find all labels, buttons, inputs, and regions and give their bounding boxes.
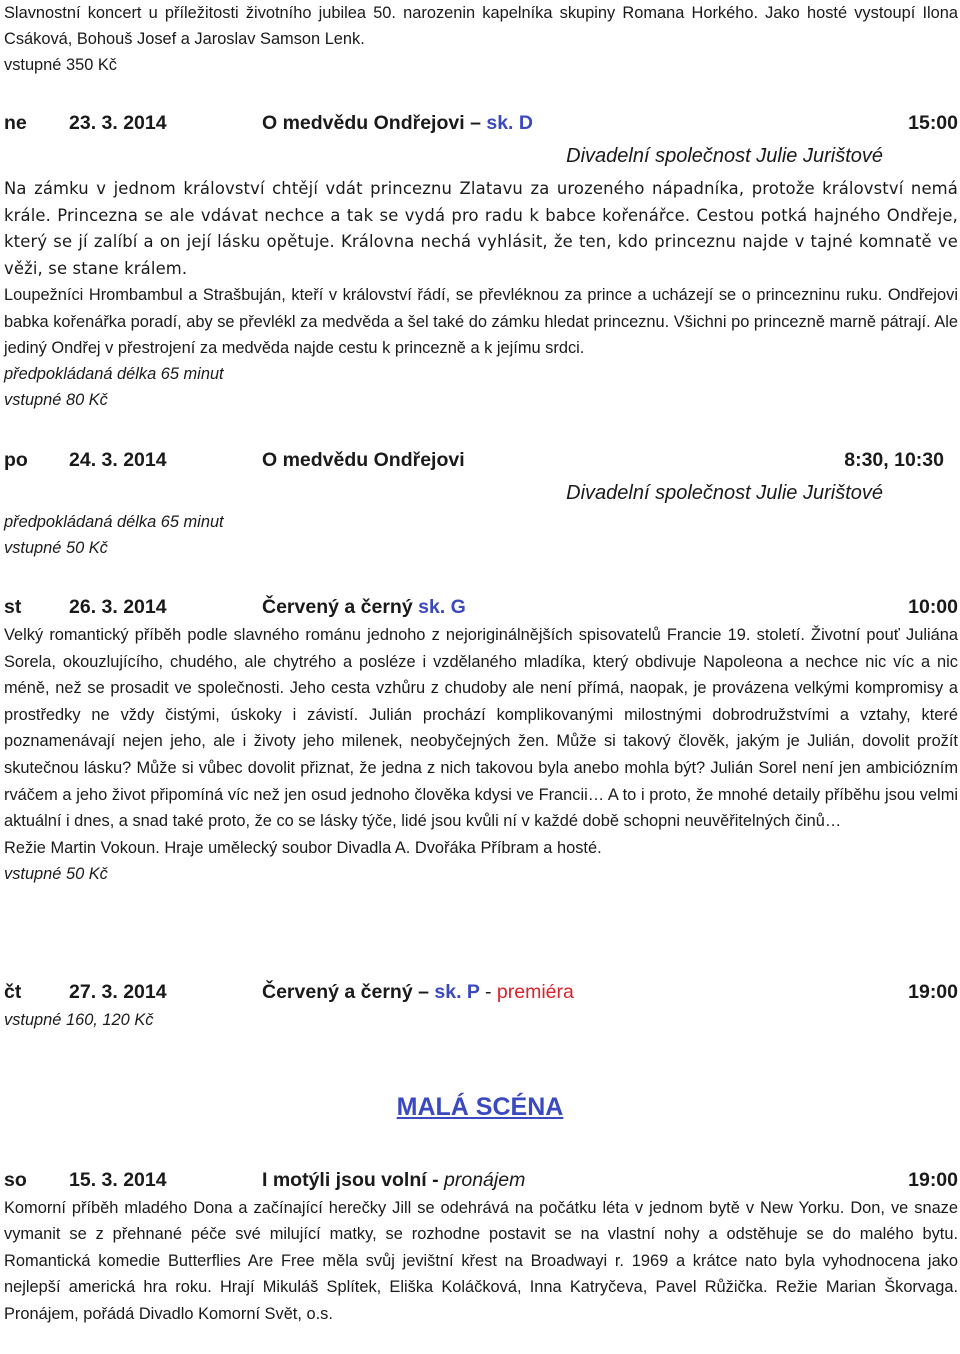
event-2-date: 24. 3. 2014	[69, 449, 167, 471]
event-2-duration: předpokládaná délka 65 minut	[4, 513, 224, 531]
event-3-header	[4, 592, 958, 622]
event-2-price: vstupné 50 Kč	[4, 539, 108, 557]
intro-text: Slavnostní koncert u příležitosti životního jubilea 50. narozenin kapelníka skupiny Romana Horkého. Jako hosté vystoupí Ilona Csáková, Bohouš Josef a Jaroslav Samson Lenk.	[4, 4, 958, 49]
event-1	[4, 108, 958, 413]
event-4-premiere: premiéra	[496, 981, 574, 1003]
event-2	[4, 445, 958, 561]
event-5-description: Komorní příběh mladého Dona a začínající herečky Jill se odehrává na počátku léta v jednom bytě v New Yorku. Don, ve snaze vymanit se z přehnané péče své milující matky, se rozhodne postavit se na vlastní nohy a odstěhuje se do malého bytu. Romantická komedie Butterflies Are Free měla svůj jevištní křest na Broadwayi r. 1969 a krátce nato byla vyhodnocena jako nejlepší americká hra roku. Hrají Mikuláš Splítek, Eliška Koláčková, Inna Katryčeva, Pavel Růžička. Režie Marian Škorvaga. Pronájem, pořádá Divadlo Komorní Svět, o.s.	[4, 1199, 958, 1323]
event-3-title-row	[262, 592, 466, 622]
event-4-separator: -	[485, 981, 492, 1003]
event-3-time: 10:00	[908, 596, 958, 618]
event-1-description-1: Na zámku v jednom království chtějí vdát princeznu Zlatavu za urozeného nápadníka, protože království nemá krále. Princezna se ale vdávat nechce a tak se vydá pro radu k babce kořenářce. Cestou potká hajného Ondřeje, který se jí zalíbí a on její lásku opětuje. Královna nechá vyhlásit, že ten, kdo princeznu najde v tajné komnatě ve věži, se stane králem.	[4, 179, 958, 278]
event-5-title-row	[262, 1165, 525, 1195]
event-3-date: 26. 3. 2014	[69, 596, 167, 618]
event-5-day: so	[4, 1169, 27, 1191]
event-3-scene: sk. G	[418, 596, 466, 618]
event-4-day: čt	[4, 981, 22, 1003]
event-2-time: 8:30, 10:30	[844, 449, 944, 471]
event-2-header	[4, 445, 958, 475]
event-5-separator: -	[432, 1169, 439, 1191]
event-4-title-row	[262, 977, 574, 1007]
event-2-title: O medvědu Ondřejovi	[262, 449, 465, 471]
event-1-description-2: Loupežníci Hrombambul a Strašbuján, kteří v království řádí, se převléknou za prince a ucházejí se o princezninu ruku. Ondřejovi babka kořenářka poradí, aby se převlékl za medvěda a šel také do zámku hledat princeznu. Všichni po princezně marně pátrají. Ale jediný Ondřej v přestrojení za medvěda najde cestu k princezně a k jejímu srdci.	[4, 286, 958, 357]
event-1-company: Divadelní společnost Julie Jurištové	[566, 145, 883, 167]
event-5-note: pronájem	[444, 1169, 526, 1191]
event-5-header	[4, 1165, 958, 1195]
event-4-time: 19:00	[908, 981, 958, 1003]
intro-price: vstupné 350 Kč	[4, 56, 117, 75]
event-1-header	[4, 108, 958, 138]
event-3-title: Červený a černý	[262, 596, 413, 618]
event-1-title-row	[262, 108, 533, 138]
event-3	[4, 592, 958, 887]
event-3-price: vstupné 50 Kč	[4, 864, 108, 883]
event-2-day: po	[4, 449, 28, 471]
event-5-title: I motýli jsou volní	[262, 1169, 427, 1191]
event-4-header	[4, 977, 958, 1007]
event-3-description: Velký romantický příběh podle slavného románu jednoho z nejoriginálnějších spisovatelů Francie 19. století. Životní pouť Juliána Sorela, okouzlujícího, chudého, ale chytrého a posléze i vzdělaného mladíka, který obdivuje Napoleona a nechce nic víc a nic méně, než se prosadit ve společnosti. Jeho cesta vzhůru z chudoby ale není přímá, naopak, je provázena velkými kompromisy a prostředky ne vždy čistými, úskoky i závistí. Julián prochází komplikovanými milostnými dobrodružstvími a vztahy, které poznamenávají nejen jeho, ale i životy jeho milenek, neobyčejných žen. Může si takový člověk, jakým je Julián, dovolit prožít skutečnou lásku? Může si vůbec dovolit přiznat, že jedna z nich takovou byla anebo mohla být? Julián Sorel není jen ambiciózním rváčem a jeho život připomíná víc než jen osud jednoho člověka kdysi ve Francii… A to i proto, že mnohé detaily příběhu jsou velmi aktuální i dnes, a snad také proto, že co se lásky týče, lidé jsou kvůli ní v každé době schopni neuvěřitelných činů…	[4, 626, 958, 831]
intro-block	[4, 0, 958, 78]
event-1-date: 23. 3. 2014	[69, 112, 167, 134]
event-5	[4, 1165, 958, 1327]
event-5-date: 15. 3. 2014	[69, 1169, 167, 1191]
event-4-price: vstupné 160, 120 Kč	[4, 1011, 154, 1029]
event-2-company: Divadelní společnost Julie Jurištové	[566, 482, 883, 504]
event-1-day: ne	[4, 112, 27, 134]
event-1-title: O medvědu Ondřejovi	[262, 112, 465, 134]
event-4-scene: sk. P	[434, 981, 480, 1003]
event-4	[4, 977, 958, 1033]
event-3-day: st	[4, 596, 22, 618]
event-1-time: 15:00	[908, 112, 958, 134]
event-5-time: 19:00	[908, 1169, 958, 1191]
event-4-title: Červený a černý	[262, 981, 413, 1003]
event-4-dash: –	[418, 981, 429, 1003]
event-4-date: 27. 3. 2014	[69, 981, 167, 1003]
event-3-credits: Režie Martin Vokoun. Hraje umělecký soubor Divadla A. Dvořáka Příbram a hosté.	[4, 838, 602, 857]
section-title-mala-scena: MALÁ SCÉNA	[396, 1093, 564, 1121]
event-1-price: vstupné 80 Kč	[4, 390, 108, 409]
event-1-dash: –	[470, 112, 481, 134]
event-1-duration: předpokládaná délka 65 minut	[4, 364, 224, 383]
event-1-scene: sk. D	[486, 112, 533, 134]
